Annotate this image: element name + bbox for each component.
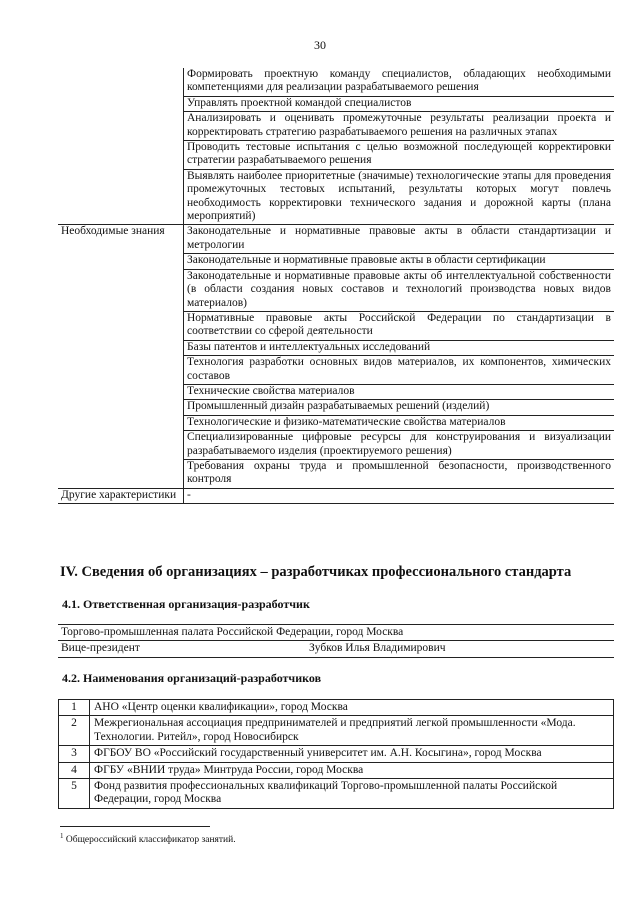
table-row xyxy=(58,625,614,641)
table-row xyxy=(59,746,614,762)
row-number: 5 xyxy=(59,779,90,809)
table-row xyxy=(59,716,614,746)
row-text: Требования охраны труда и промышленной безопасности, производственного контроля xyxy=(184,459,615,488)
row-text: Нормативные правовые акты Российской Федерации по стандартизации в соответствии со сферой деятельности xyxy=(184,311,615,340)
org-name: Торгово-промышленная палата Российской Федерации, город Москва xyxy=(58,625,614,641)
row-label-other: Другие характеристики xyxy=(58,488,184,503)
footnote xyxy=(60,832,236,845)
row-text: Законодательные и нормативные правовые акты в области стандартизации и метрологии xyxy=(184,225,615,254)
responsible-org-heading: 4.1. Ответственная организация-разработчик xyxy=(62,597,310,611)
footnote-text: Общероссийский классификатор занятий. xyxy=(65,835,236,846)
org-name: Межрегиональная ассоциация предпринимателей и предприятий легкой промышленности «Мода. Технологии. Ритейл», город Новосибирск xyxy=(90,716,614,746)
org-name: ФГБУ «ВНИИ труда» Минтруда России, город Москва xyxy=(90,762,614,778)
table-row xyxy=(59,779,614,809)
row-text: Проводить тестовые испытания с целью возможной последующей корректировки стратегии разрабатываемого решения xyxy=(184,141,615,170)
section-title: IV. Сведения об организациях – разработчиках профессионального стандарта xyxy=(60,564,572,580)
row-text: Технические свойства материалов xyxy=(184,384,615,399)
footnote-divider xyxy=(60,826,210,827)
row-label xyxy=(58,68,184,225)
row-text: Промышленный дизайн разрабатываемых решений (изделий) xyxy=(184,400,615,415)
row-number: 3 xyxy=(59,746,90,762)
org-name: ФГБОУ ВО «Российский государственный университет им. А.Н. Косыгина», город Москва xyxy=(90,746,614,762)
table-row xyxy=(58,641,614,657)
responsible-org-table xyxy=(58,624,614,658)
footnote-marker: 1 xyxy=(60,832,64,840)
table-row xyxy=(58,225,614,254)
org-name: Фонд развития профессиональных квалификаций Торгово-промышленной палаты Российской Федерации, город Москва xyxy=(90,779,614,809)
table-row xyxy=(59,700,614,716)
row-text: Анализировать и оценивать промежуточные результаты реализации проекта и корректировать стратегию разрабатываемого решения на различных этапах xyxy=(184,112,615,141)
table-row xyxy=(58,68,614,96)
table-row xyxy=(58,488,614,503)
org-role: Вице-президент xyxy=(58,641,306,657)
row-text: Управлять проектной командой специалистов xyxy=(184,96,615,111)
row-text: Формировать проектную команду специалистов, обладающих необходимыми компетенциями для реализации разрабатываемого решения xyxy=(184,68,615,96)
row-label-knowledge: Необходимые знания xyxy=(58,225,184,488)
skills-knowledge-table xyxy=(58,68,614,504)
row-number: 2 xyxy=(59,716,90,746)
row-text: Законодательные и нормативные правовые акты в области сертификации xyxy=(184,254,615,269)
org-person: Зубков Илья Владимирович xyxy=(306,641,614,657)
org-name: АНО «Центр оценки квалификации», город Москва xyxy=(90,700,614,716)
row-number: 1 xyxy=(59,700,90,716)
row-text: - xyxy=(184,488,615,503)
row-text: Технологические и физико-математические свойства материалов xyxy=(184,415,615,430)
row-text: Законодательные и нормативные правовые акты об интеллектуальной собственности (в области создания новых составов и технологий производства новых видов материалов) xyxy=(184,269,615,311)
row-text: Специализированные цифровые ресурсы для конструирования и визуализации разрабатываемого изделия (проектируемого решения) xyxy=(184,431,615,460)
table-row xyxy=(59,762,614,778)
row-number: 4 xyxy=(59,762,90,778)
row-text: Выявлять наиболее приоритетные (значимые) технологические этапы для проведения промежуточных тестовых испытаний, результаты которых могут повлечь необходимость корректировки технического задания и дорожной карты (плана мероприятий) xyxy=(184,169,615,225)
row-text: Технология разработки основных видов материалов, их компонентов, химических составов xyxy=(184,356,615,385)
row-text: Базы патентов и интеллектуальных исследований xyxy=(184,340,615,355)
page-number: 30 xyxy=(314,38,326,52)
developers-table xyxy=(58,699,614,809)
developers-heading: 4.2. Наименования организаций-разработчиков xyxy=(62,671,322,685)
